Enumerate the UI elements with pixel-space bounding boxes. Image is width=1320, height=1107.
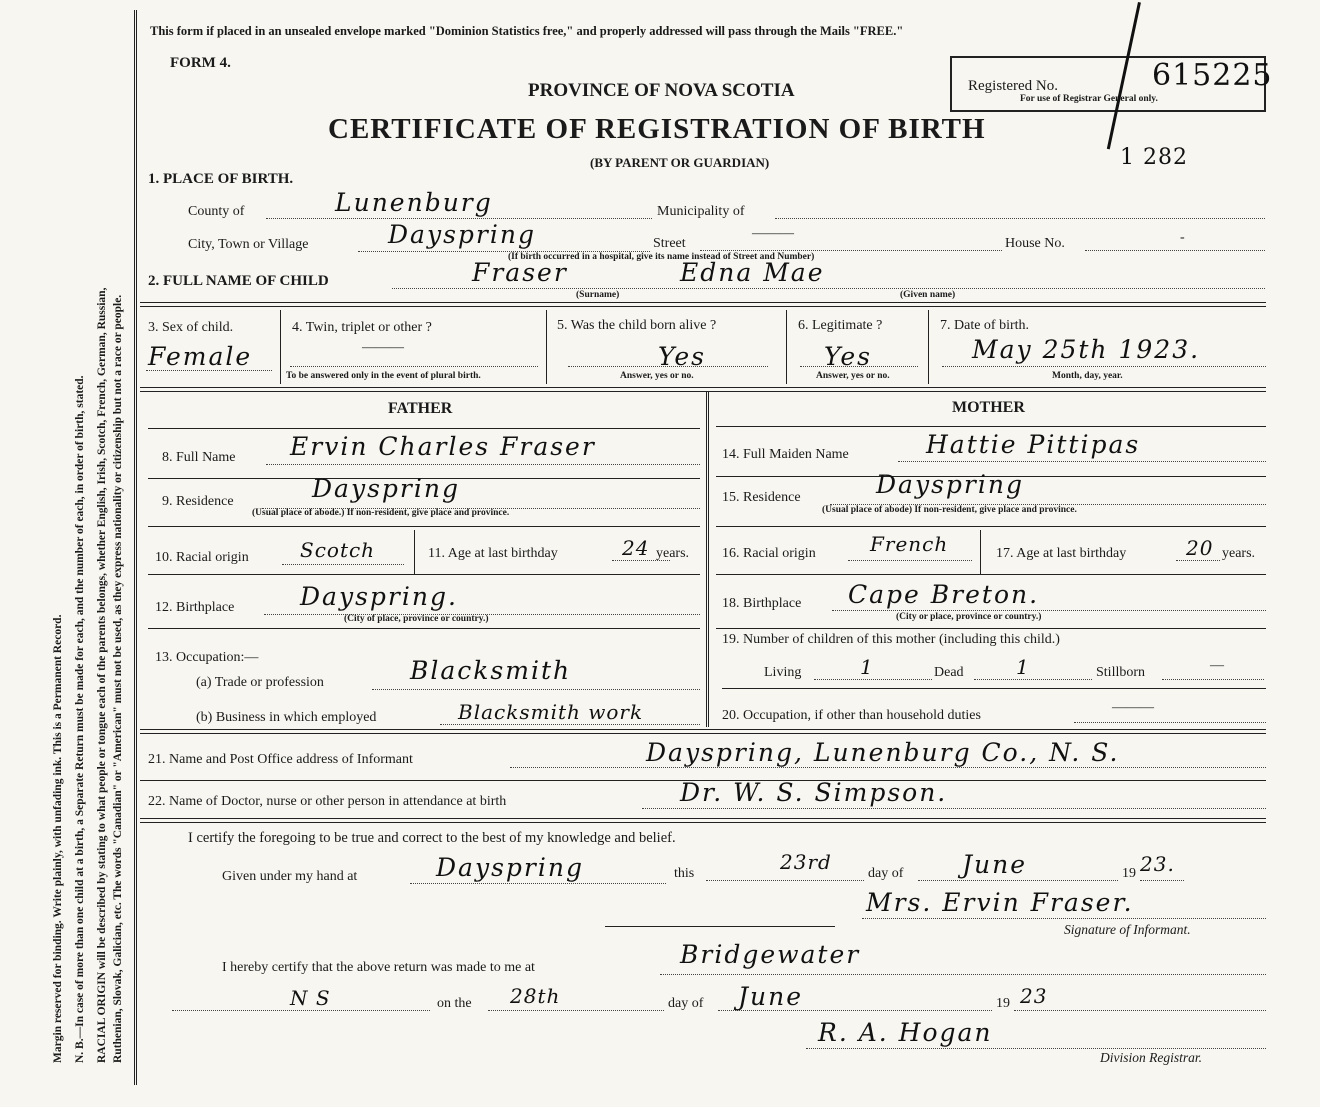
margin-note-multiple-births: N. B.—In case of more than one child at a birth, a Separate Return must be made for each, and the number of each, in order of birth, stated. [74,375,86,1063]
registrar-year-prefix: 19 [996,996,1010,1011]
dob-label: 7. Date of birth. [940,318,1030,333]
informant-signature: Mrs. Ervin Fraser. [866,888,1134,917]
street-value: ——— [752,226,794,241]
father-trade-value: Blacksmith [410,656,572,685]
cert-year-value: 23. [1140,852,1175,876]
mother-name-value: Hattie Pittipas [926,430,1141,459]
doctor-label: 22. Name of Doctor, nurse or other person in attendance at birth [148,794,507,809]
cert-year-prefix: 19 [1122,866,1136,881]
informant-value: Dayspring, Lunenburg Co., N. S. [646,738,1120,767]
divider-after-doctor [140,818,1266,823]
divider-after-parents [140,729,1266,734]
surname-caption: (Surname) [576,290,620,300]
mother-name-label: 14. Full Maiden Name [722,447,849,462]
registrar-year-value: 23 [1020,984,1048,1008]
father-residence-note: (Usual place of abode.) If non-resident, give place and province. [252,508,510,518]
registrar-place-value: Bridgewater [680,940,861,969]
alive-note: Answer, yes or no. [620,371,694,381]
twin-label: 4. Twin, triplet or other ? [292,320,432,335]
parent-column-divider [706,392,709,727]
legitimate-value: Yes [824,342,872,371]
father-birthplace-value: Dayspring. [300,582,458,611]
free-notice: This form if placed in an unsealed envelope marked "Dominion Statistics free," and properly addressed will pass through the Mails "FREE." [150,24,904,38]
sex-label: 3. Sex of child. [148,320,234,335]
father-age-value: 24 [622,536,650,560]
margin-note-racial-origin: RACIAL ORIGIN will be described by stating to what people or tongue each of the parents belongs, whether English, Irish, Scotch, French, German, Russian, [96,287,108,1063]
cert-month-value: June [962,850,1028,879]
divider-after-name [140,302,1266,307]
child-given-name: Edna Mae [680,258,825,287]
father-residence-value: Dayspring [312,474,460,503]
given-label: Given under my hand at [222,869,358,884]
certificate-subtitle: (BY PARENT OR GUARDIAN) [590,155,770,170]
mother-racial-label: 16. Racial origin [722,546,816,561]
mother-residence-label: 15. Residence [722,490,801,505]
margin-note-binding: Margin reserved for binding. Write plainly, with unfading ink. This is a Permanent Record. [52,614,64,1063]
certificate-title: CERTIFICATE OF REGISTRATION OF BIRTH [328,113,986,145]
father-business-value: Blacksmith work [458,700,644,724]
registrar-statement: I hereby certify that the above return was made to me at [222,960,535,975]
mother-birthplace-note: (City or place, province or country.) [896,612,1042,622]
registrar-day-value: 28th [510,984,561,1008]
father-age-unit: years. [656,546,690,561]
mother-racial-value: French [870,532,949,556]
given-name-caption: (Given name) [900,290,956,300]
registrar-month-value: June [738,982,804,1011]
this-label: this [674,866,695,881]
mother-residence-value: Dayspring [876,470,1024,499]
mother-birthplace-value: Cape Breton. [848,580,1040,609]
sex-value: Female [148,342,253,371]
dead-value: 1 [1016,655,1030,679]
dob-value: May 25th 1923. [972,335,1201,364]
signature-caption: Signature of Informant. [1064,922,1191,937]
city-value: Dayspring [388,220,536,249]
father-racial-label: 10. Racial origin [155,550,249,565]
mother-birthplace-label: 18. Birthplace [722,596,802,611]
house-value: - [1180,230,1185,245]
certify-statement: I certify the foregoing to be true and correct to the best of my knowledge and belief. [188,830,676,846]
father-trade-label: (a) Trade or profession [196,675,324,690]
dead-label: Dead [934,665,964,680]
mother-residence-note: (Usual place of abode) If non-resident, give place and province. [822,505,1077,515]
margin-note-racial-origin-cont: Ruthenian, Slovak, Galician, etc. The words "Canadian" or "American" must not be used, as they express nationality or citizenship but not a race or people. [112,294,124,1063]
on-the-label: on the [437,996,472,1011]
father-name-value: Ervin Charles Fraser [290,432,596,461]
father-birthplace-note: (City of place, province or country.) [344,614,489,624]
father-business-label: (b) Business in which employed [196,710,377,725]
county-label: County of [188,204,245,219]
hospital-note: (If birth occurred in a hospital, give its name instead of Street and Number) [508,252,815,262]
left-frame-line [134,10,137,1085]
mother-heading: MOTHER [952,399,1025,416]
father-age-label: 11. Age at last birthday [428,546,558,561]
father-occupation-label: 13. Occupation:— [155,650,259,665]
alive-label: 5. Was the child born alive ? [557,318,717,333]
mother-occupation-label: 20. Occupation, if other than household duties [722,708,981,723]
father-residence-label: 9. Residence [162,494,234,509]
place-of-birth-heading: 1. PLACE OF BIRTH. [148,171,294,187]
given-place-value: Dayspring [436,853,584,882]
father-heading: FATHER [388,400,453,417]
stillborn-label: Stillborn [1096,665,1146,680]
registrar-note: For use of Registrar General only. [1020,94,1158,104]
alive-value: Yes [658,342,706,371]
form-number: FORM 4. [170,55,231,71]
division-registrar-caption: Division Registrar. [1100,1050,1203,1065]
cert-day-value: 23rd [780,850,832,874]
father-birthplace-label: 12. Birthplace [155,600,235,615]
informant-label: 21. Name and Post Office address of Informant [148,752,413,767]
living-label: Living [764,665,802,680]
registrar-signature: R. A. Hogan [818,1018,993,1047]
registered-number: 615225 [1152,58,1273,93]
doctor-value: Dr. W. S. Simpson. [680,778,948,807]
house-label: House No. [1005,236,1065,251]
mother-age-label: 17. Age at last birthday [996,546,1127,561]
divider-after-child [140,387,1266,392]
registrar-dayof-label: day of [668,996,704,1011]
living-value: 1 [860,655,874,679]
cert-dayof-label: day of [868,866,904,881]
stillborn-value: — [1210,658,1224,673]
mother-age-unit: years. [1222,546,1256,561]
child-name-label: 2. FULL NAME OF CHILD [148,273,329,289]
registered-label: Registered No. [968,78,1058,94]
dob-note: Month, day, year. [1052,371,1123,381]
city-label: City, Town or Village [188,237,309,252]
father-racial-value: Scotch [300,538,376,562]
mother-occupation-value: ——— [1112,700,1154,715]
twin-value: ——— [362,340,404,355]
registered-box [950,56,1273,112]
province-heading: PROVINCE OF NOVA SCOTIA [528,80,795,101]
twin-note: To be answered only in the event of plural birth. [286,371,481,381]
mother-age-value: 20 [1186,536,1214,560]
legitimate-label: 6. Legitimate ? [798,318,883,333]
mother-children-label: 19. Number of children of this mother (including this child.) [722,632,1060,647]
municipality-label: Municipality of [657,204,745,219]
side-mark: 1 282 [1120,145,1188,170]
street-label: Street [653,236,686,251]
father-name-label: 8. Full Name [162,450,236,465]
county-value: Lunenburg [335,188,493,217]
registrar-province-value: N S [290,986,331,1010]
child-surname: Fraser [472,258,568,287]
legitimate-note: Answer, yes or no. [816,371,890,381]
